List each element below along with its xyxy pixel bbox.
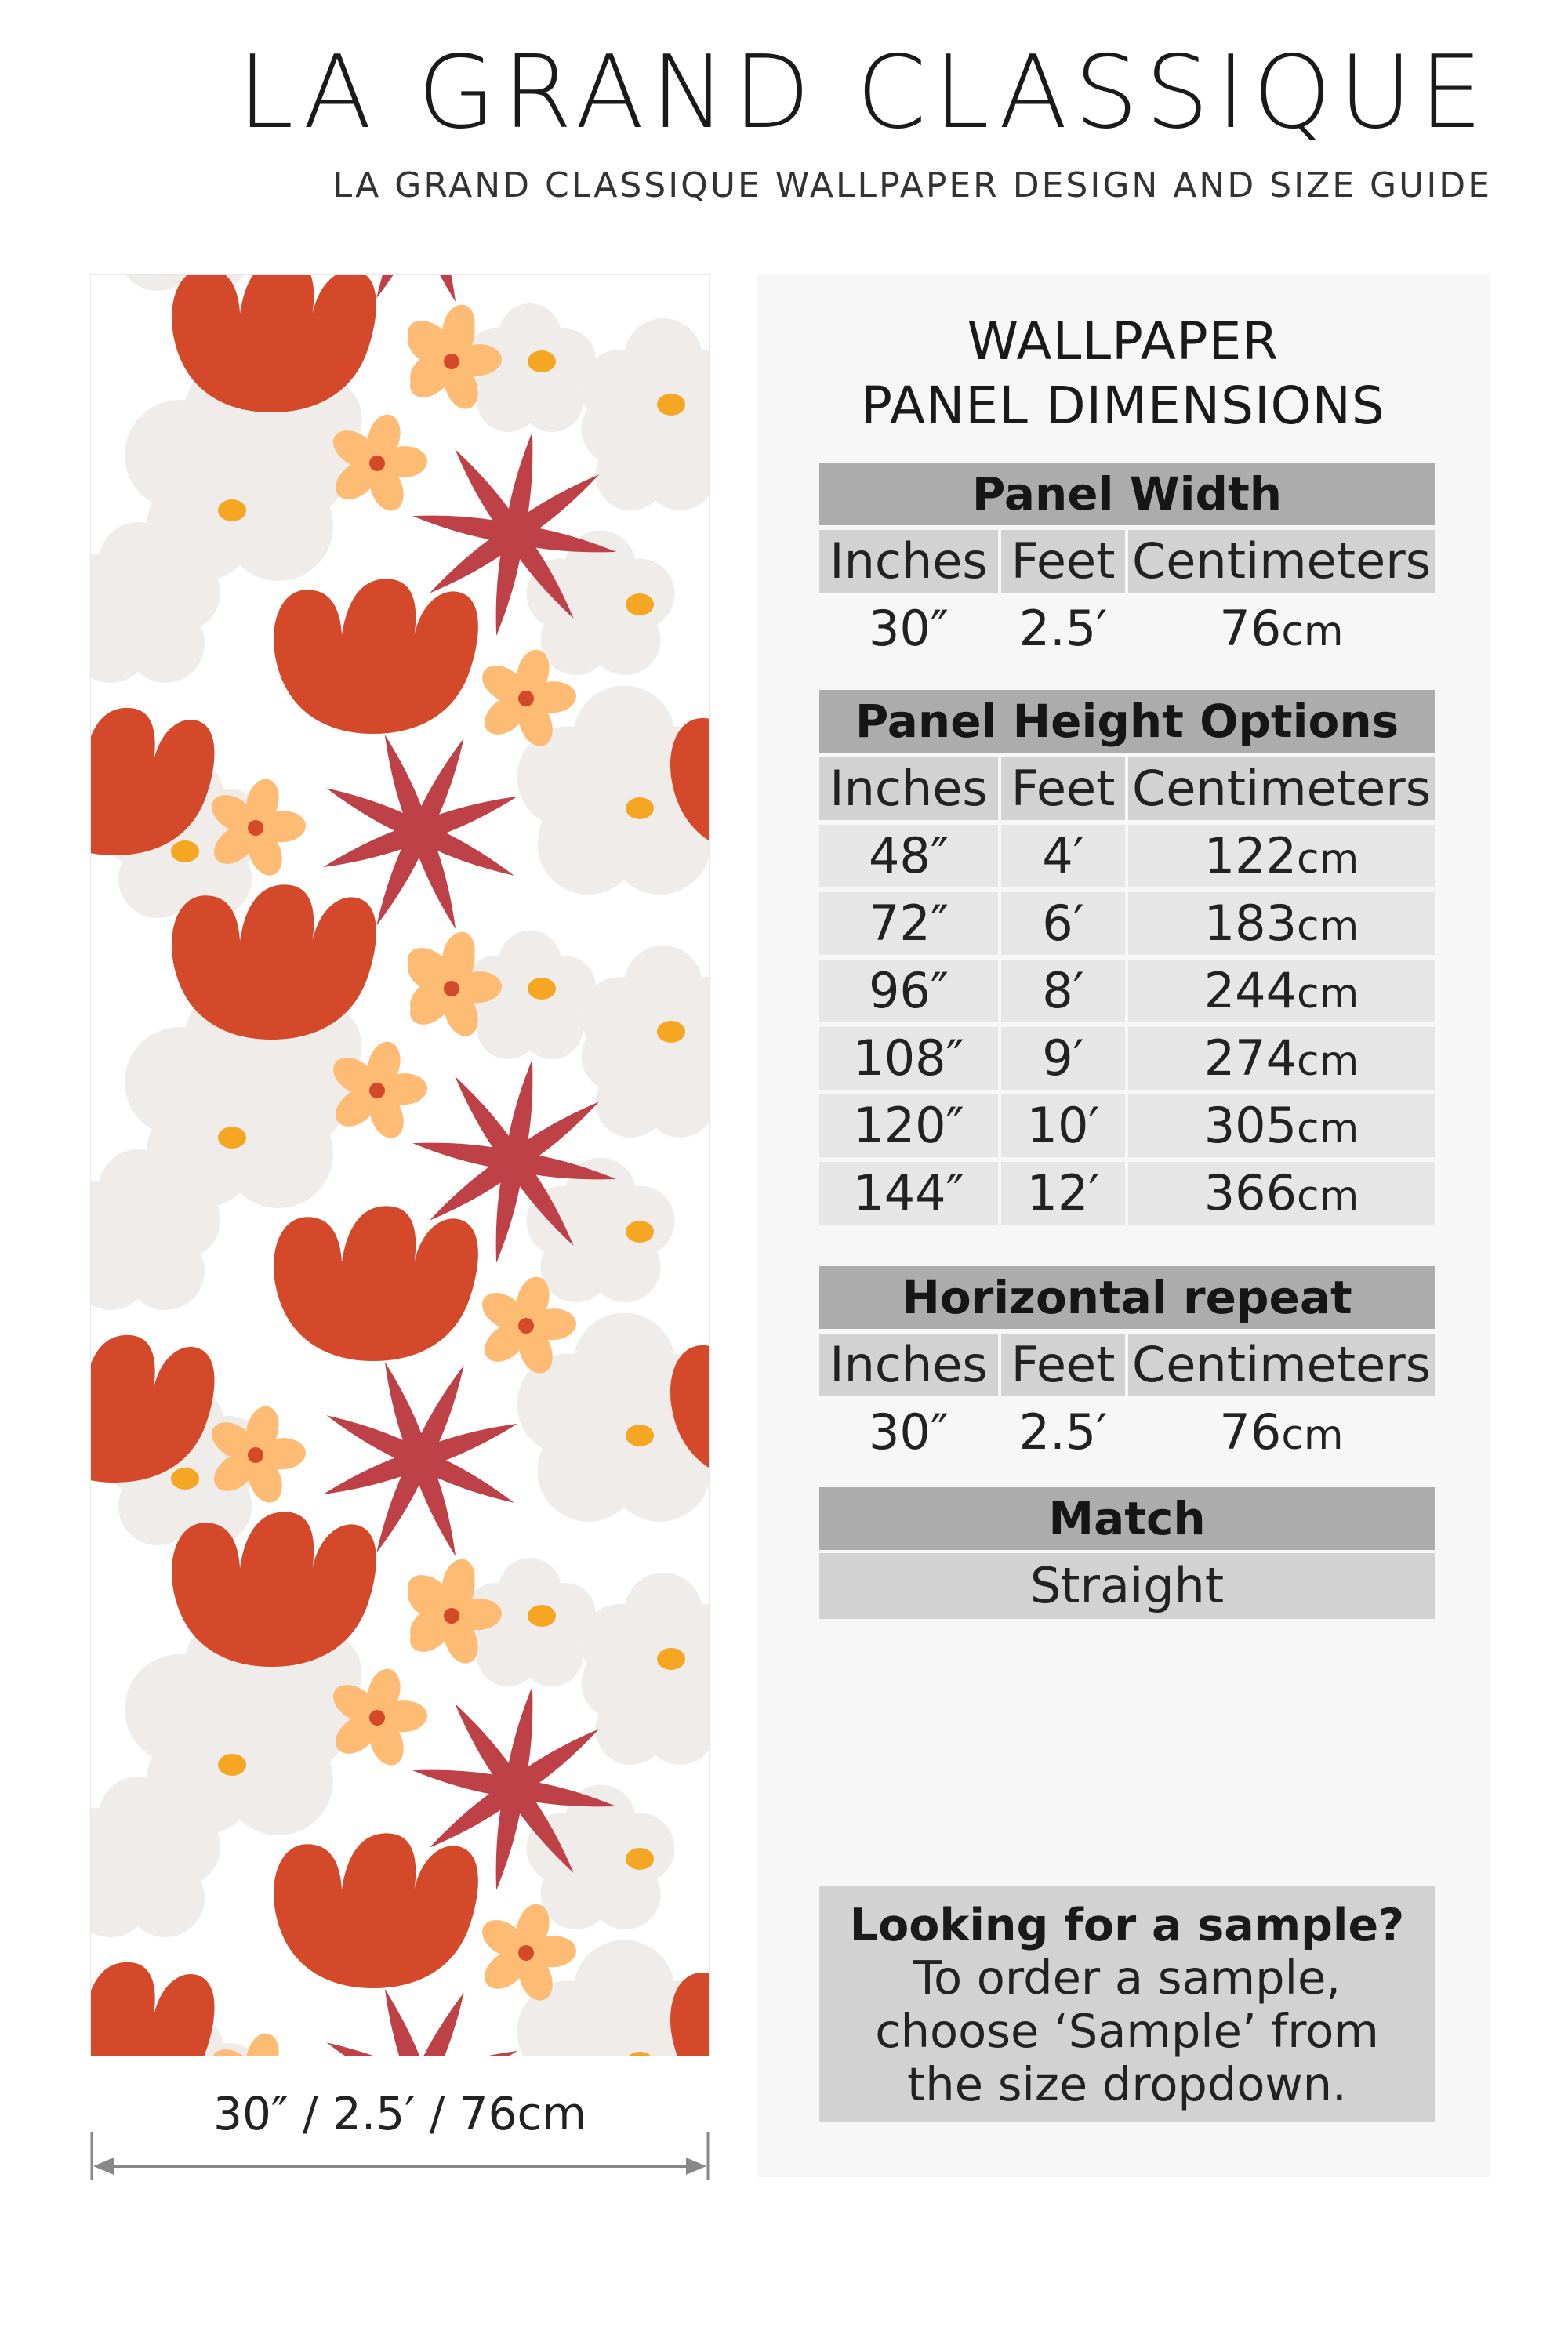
pale-flower-center <box>528 978 556 1000</box>
match-heading: Match <box>819 1487 1435 1550</box>
pale-flower-center <box>657 1021 685 1043</box>
panel-height-row <box>819 1162 1435 1225</box>
peach-flower-center <box>518 691 534 706</box>
sheet-title-line1: WALLPAPER <box>967 311 1279 372</box>
peach-flower-center <box>444 354 459 369</box>
width-dimension-arrow <box>90 2132 710 2180</box>
horizontal-repeat-table <box>819 1266 1435 1464</box>
peach-flower-center <box>248 820 263 836</box>
panel-height-row <box>819 892 1435 955</box>
peach-flower-center <box>369 1710 385 1726</box>
cm-value: 274 <box>1203 1029 1298 1087</box>
column-header-feet: Feet <box>1001 530 1125 593</box>
cm-value: 183 <box>1203 895 1298 952</box>
height-cm <box>1128 892 1435 955</box>
horizontal-repeat-heading: Horizontal repeat <box>819 1266 1435 1329</box>
panel-width-column-headers <box>819 530 1435 593</box>
height-inches: 72″ <box>819 892 998 955</box>
tulip-flower <box>670 1962 710 2056</box>
tulip-flower <box>274 1206 478 1361</box>
height-feet: 8′ <box>1001 960 1125 1022</box>
repeat-feet: 2.5′ <box>1018 1403 1108 1461</box>
pale-flower-center <box>657 1648 685 1670</box>
tulip-flower <box>91 1962 215 2056</box>
peach-flower-center <box>444 1608 459 1624</box>
cm-value: 122 <box>1203 827 1298 884</box>
match-value: Straight <box>819 1553 1435 1619</box>
height-feet: 9′ <box>1001 1027 1125 1090</box>
floral-pattern <box>91 275 710 2056</box>
panel-width-row <box>819 597 1435 660</box>
height-feet: 4′ <box>1001 825 1125 887</box>
pale-flower-center <box>626 1425 654 1446</box>
pale-flower-center <box>218 499 246 521</box>
cm-value: 244 <box>1203 962 1298 1019</box>
arrow-right-head <box>686 2158 706 2175</box>
pale-flower-center <box>626 593 654 615</box>
cm-value: 76 <box>1219 1403 1282 1461</box>
pale-flower-center <box>626 1848 654 1870</box>
height-inches: 120″ <box>819 1094 998 1157</box>
peach-flower-center <box>518 1318 534 1334</box>
pale-flower-center <box>171 840 199 862</box>
panel-height-table <box>819 690 1435 1225</box>
panel-height-row <box>819 825 1435 887</box>
height-cm <box>1128 960 1435 1022</box>
horizontal-repeat-row <box>819 1401 1435 1464</box>
tulip-flower <box>274 579 478 734</box>
sample-text-line2: choose ‘Sample’ from <box>875 2004 1379 2058</box>
sheet-title-line2: PANEL DIMENSIONS <box>861 376 1385 436</box>
height-cm <box>1128 1027 1435 1090</box>
column-header-inches: Inches <box>819 1334 998 1396</box>
panel-width-heading: Panel Width <box>819 463 1435 525</box>
cm-unit: cm <box>1297 1038 1359 1085</box>
pale-flower-center <box>218 1127 246 1149</box>
arrow-left-head <box>93 2158 114 2175</box>
cm-unit: cm <box>1281 1412 1344 1459</box>
brand-title: LA GRAND CLASSIQUE <box>238 34 1490 151</box>
height-cm <box>1128 1094 1435 1157</box>
cm-value: 305 <box>1203 1097 1298 1154</box>
sample-text-line3: the size dropdown. <box>907 2057 1347 2111</box>
height-feet: 12′ <box>1001 1162 1125 1225</box>
height-inches: 48″ <box>819 825 998 887</box>
sample-text-line1: To order a sample, <box>913 1951 1341 2005</box>
column-header-centimeters: Centimeters <box>1128 757 1435 820</box>
pale-flower-center <box>626 797 654 819</box>
column-header-inches: Inches <box>819 757 998 820</box>
panel-height-heading: Panel Height Options <box>819 690 1435 753</box>
spec-sheet <box>757 274 1490 2177</box>
panel-height-row <box>819 960 1435 1022</box>
horizontal-repeat-column-headers <box>819 1334 1435 1396</box>
cm-unit: cm <box>1297 971 1359 1018</box>
pale-flower <box>581 1573 710 1733</box>
height-inches: 96″ <box>819 960 998 1022</box>
height-cm <box>1128 1162 1435 1225</box>
column-header-centimeters: Centimeters <box>1128 530 1435 593</box>
sample-info-box <box>819 1886 1435 2122</box>
panel-width-feet: 2.5′ <box>1018 600 1108 657</box>
peach-flower-center <box>369 456 385 471</box>
pale-flower <box>581 318 710 479</box>
wallpaper-pattern-preview <box>90 274 710 2056</box>
pale-flower-center <box>528 1605 556 1627</box>
cm-value: 366 <box>1203 1164 1298 1221</box>
pale-flower-center <box>218 1754 246 1776</box>
peach-flower-center <box>444 981 459 996</box>
height-feet: 10′ <box>1001 1094 1125 1157</box>
cm-unit: cm <box>1281 608 1344 655</box>
sheet-title <box>757 310 1490 438</box>
column-header-feet: Feet <box>1001 757 1125 820</box>
pale-flower <box>581 946 710 1106</box>
repeat-cm <box>1128 1401 1435 1464</box>
height-feet: 6′ <box>1001 892 1125 955</box>
panel-width-cm <box>1128 597 1435 660</box>
panel-width-inches: 30″ <box>868 600 949 657</box>
panel-height-row <box>819 1027 1435 1090</box>
peach-flower-center <box>248 1447 263 1463</box>
pale-flower-center <box>528 350 556 372</box>
pale-flower-center <box>171 1468 199 1490</box>
cm-unit: cm <box>1297 836 1359 883</box>
column-header-centimeters: Centimeters <box>1128 1334 1435 1396</box>
sample-heading: Looking for a sample? <box>849 1900 1405 1951</box>
cm-value: 76 <box>1219 600 1282 657</box>
cm-unit: cm <box>1297 1173 1359 1220</box>
panel-width-table <box>819 463 1435 660</box>
column-header-inches: Inches <box>819 530 998 593</box>
height-cm <box>1128 825 1435 887</box>
panel-height-column-headers <box>819 757 1435 820</box>
peach-flower-center <box>518 1945 534 1961</box>
height-inches: 144″ <box>819 1162 998 1225</box>
repeat-inches: 30″ <box>868 1403 949 1461</box>
match-table <box>819 1487 1435 1619</box>
tulip-flower <box>274 1833 478 1988</box>
panel-width-caption: 30″ / 2.5′ / 76cm <box>213 2087 586 2140</box>
pale-flower-center <box>626 1221 654 1243</box>
brand-subtitle: LA GRAND CLASSIQUE WALLPAPER DESIGN AND SIZE GUIDE <box>332 165 1492 205</box>
pale-flower-center <box>657 394 685 416</box>
cm-unit: cm <box>1297 1105 1359 1152</box>
cm-unit: cm <box>1297 903 1359 950</box>
column-header-feet: Feet <box>1001 1334 1125 1396</box>
height-inches: 108″ <box>819 1027 998 1090</box>
panel-height-row <box>819 1094 1435 1157</box>
peach-flower-center <box>369 1083 385 1098</box>
